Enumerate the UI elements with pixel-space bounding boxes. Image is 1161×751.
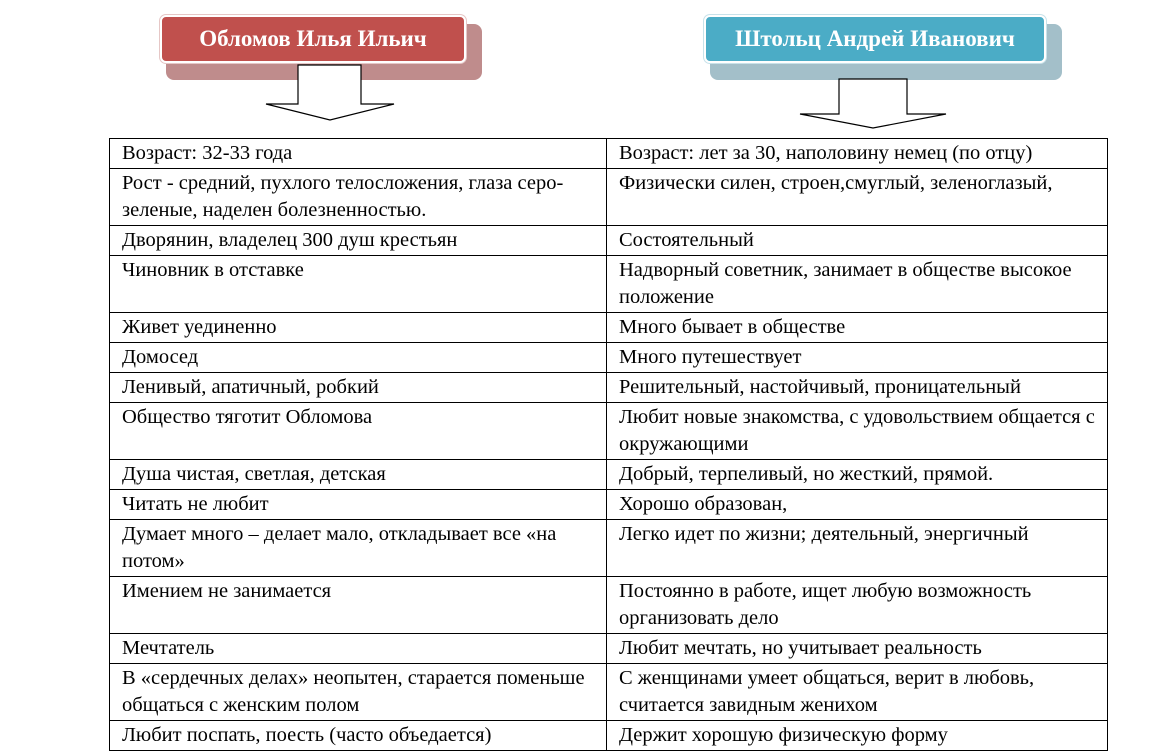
oblomov-trait-cell: Дворянин, владелец 300 душ крестьян bbox=[110, 226, 607, 256]
stolz-header bbox=[704, 15, 1046, 63]
table-row bbox=[110, 139, 1108, 169]
oblomov-trait-cell: Рост - средний, пухлого телосложения, глаза серо-зеленые, наделен болезненностью. bbox=[110, 169, 607, 226]
oblomov-trait-cell: Живет уединенно bbox=[110, 313, 607, 343]
stolz-trait-cell: Добрый, терпеливый, но жесткий, прямой. bbox=[607, 460, 1108, 490]
comparison-table-body bbox=[110, 139, 1108, 751]
table-row bbox=[110, 373, 1108, 403]
stolz-trait-cell: С женщинами умеет общаться, верит в любовь, считается завидным женихом bbox=[607, 664, 1108, 721]
table-row bbox=[110, 343, 1108, 373]
oblomov-trait-cell: Ленивый, апатичный, робкий bbox=[110, 373, 607, 403]
table-row bbox=[110, 520, 1108, 577]
stolz-trait-cell: Возраст: лет за 30, наполовину немец (по отцу) bbox=[607, 139, 1108, 169]
table-row bbox=[110, 721, 1108, 751]
table-row bbox=[110, 169, 1108, 226]
oblomov-trait-cell: Чиновник в отставке bbox=[110, 256, 607, 313]
table-row bbox=[110, 490, 1108, 520]
stolz-trait-cell: Много бывает в обществе bbox=[607, 313, 1108, 343]
oblomov-trait-cell: Душа чистая, светлая, детская bbox=[110, 460, 607, 490]
table-row bbox=[110, 460, 1108, 490]
stolz-trait-cell: Любит мечтать, но учитывает реальность bbox=[607, 634, 1108, 664]
stolz-header-label: Штольц Андрей Иванович bbox=[735, 26, 1015, 51]
stolz-trait-cell: Физически силен, строен,смуглый, зеленоглазый, bbox=[607, 169, 1108, 226]
table-row bbox=[110, 634, 1108, 664]
stolz-trait-cell: Держит хорошую физическую форму bbox=[607, 721, 1108, 751]
oblomov-trait-cell: Домосед bbox=[110, 343, 607, 373]
down-arrow-icon bbox=[798, 78, 948, 130]
table-row bbox=[110, 313, 1108, 343]
table-row bbox=[110, 226, 1108, 256]
down-arrow-icon bbox=[264, 64, 396, 122]
oblomov-trait-cell: Возраст: 32-33 года bbox=[110, 139, 607, 169]
table-row bbox=[110, 577, 1108, 634]
oblomov-header-label: Обломов Илья Ильич bbox=[199, 26, 427, 51]
table-row bbox=[110, 403, 1108, 460]
oblomov-trait-cell: Читать не любит bbox=[110, 490, 607, 520]
stolz-trait-cell: Любит новые знакомства, с удовольствием общается с окружающими bbox=[607, 403, 1108, 460]
oblomov-trait-cell: Любит поспать, поесть (часто объедается) bbox=[110, 721, 607, 751]
stolz-trait-cell: Постоянно в работе, ищет любую возможность организовать дело bbox=[607, 577, 1108, 634]
oblomov-header bbox=[160, 15, 466, 63]
table-row bbox=[110, 256, 1108, 313]
stolz-trait-cell: Надворный советник, занимает в обществе высокое положение bbox=[607, 256, 1108, 313]
comparison-table bbox=[109, 138, 1108, 751]
stolz-trait-cell: Много путешествует bbox=[607, 343, 1108, 373]
stolz-trait-cell: Решительный, настойчивый, проницательный bbox=[607, 373, 1108, 403]
stolz-trait-cell: Хорошо образован, bbox=[607, 490, 1108, 520]
oblomov-trait-cell: Имением не занимается bbox=[110, 577, 607, 634]
oblomov-trait-cell: Общество тяготит Обломова bbox=[110, 403, 607, 460]
oblomov-trait-cell: Мечтатель bbox=[110, 634, 607, 664]
stolz-trait-cell: Состоятельный bbox=[607, 226, 1108, 256]
oblomov-trait-cell: В «сердечных делах» неопытен, старается поменьше общаться с женским полом bbox=[110, 664, 607, 721]
table-row bbox=[110, 664, 1108, 721]
oblomov-trait-cell: Думает много – делает мало, откладывает все «на потом» bbox=[110, 520, 607, 577]
stolz-trait-cell: Легко идет по жизни; деятельный, энергичный bbox=[607, 520, 1108, 577]
